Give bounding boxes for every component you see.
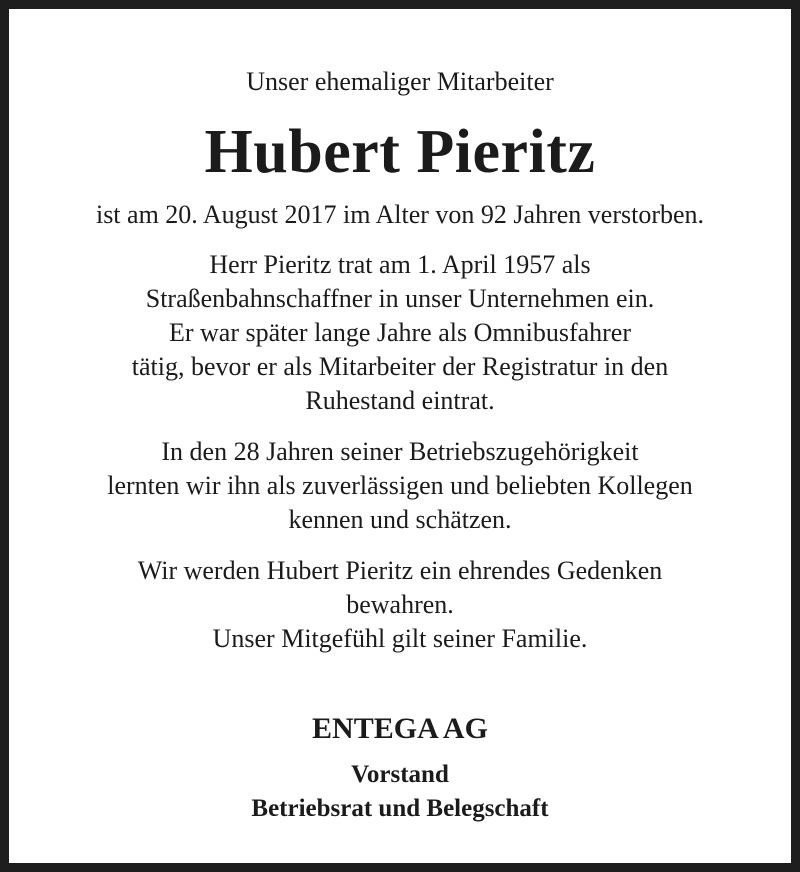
intro-line: Unser ehemaliger Mitarbeiter — [246, 67, 554, 96]
memorial-line-2: bewahren. — [346, 590, 454, 619]
memorial-line-1: Wir werden Hubert Pieritz ein ehrendes Gedenken — [137, 556, 663, 585]
tenure-line-2: lernten wir ihn als zuverlässigen und beliebten Kollegen — [107, 471, 693, 500]
career-line-3: Er war später lange Jahre als Omnibusfahrer — [168, 318, 632, 347]
tenure-line-1: In den 28 Jahren seiner Betriebszugehörigkeit — [161, 437, 639, 466]
signatory-council-staff: Betriebsrat und Belegschaft — [251, 795, 549, 822]
career-line-1: Herr Pieritz trat am 1. April 1957 als — [209, 250, 591, 279]
career-line-4: tätig, bevor er als Mitarbeiter der Registratur in den — [131, 352, 669, 381]
career-line-5: Ruhestand eintrat. — [305, 386, 495, 415]
tenure-line-3: kennen und schätzen. — [288, 505, 512, 534]
memorial-line-3: Unser Mitgefühl gilt seiner Familie. — [212, 624, 588, 653]
death-announcement: ist am 20. August 2017 im Alter von 92 Jahren verstorben. — [95, 200, 705, 229]
signatory-board: Vorstand — [351, 761, 449, 788]
career-line-2: Straßenbahnschaffner in unser Unternehmen ein. — [145, 284, 655, 313]
deceased-name: Hubert Pieritz — [204, 118, 596, 186]
company-name: ENTEGA AG — [312, 712, 488, 745]
